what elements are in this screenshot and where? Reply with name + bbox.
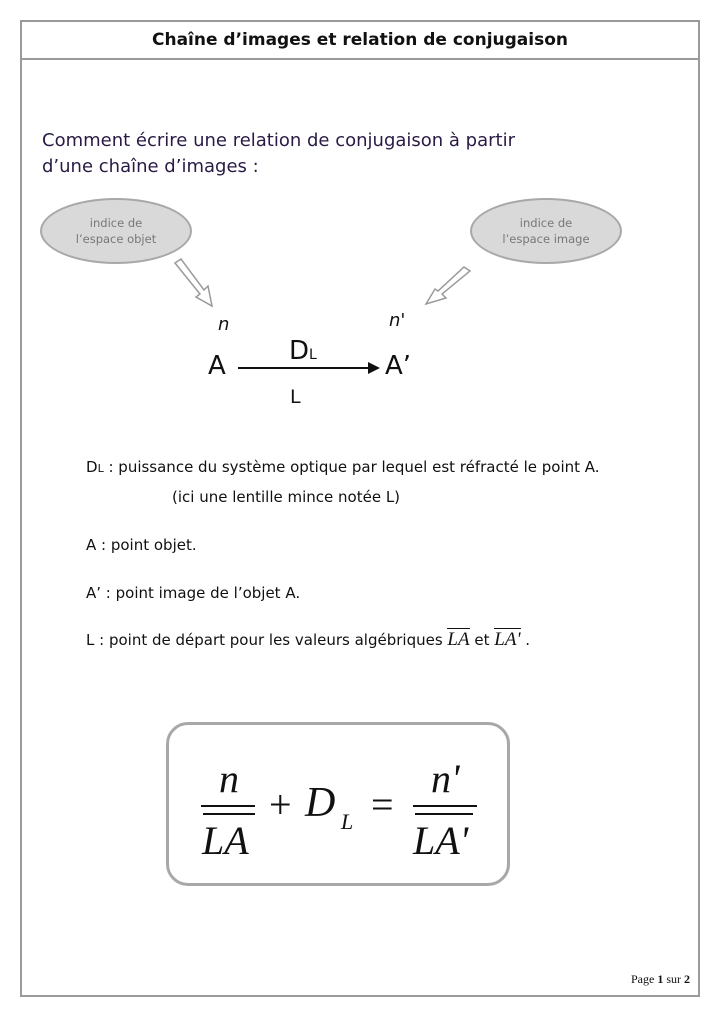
formula-plus: + [269, 782, 292, 827]
object-point-a: A [208, 351, 226, 381]
footer-prefix: Page [631, 972, 658, 986]
image-index-n-prime: n' [389, 310, 406, 331]
image-bubble-line-1: indice de [519, 216, 573, 230]
algebraic-la: LA [447, 629, 470, 650]
conjugation-arrow-head [368, 362, 380, 374]
image-point-a-prime: A’ [385, 351, 412, 381]
definition-d-subscript: L [97, 462, 104, 475]
footer-total-pages: 2 [684, 972, 690, 986]
page-number [631, 972, 690, 987]
footer-current-page: 1 [657, 972, 664, 986]
formula-n-numerator: n [219, 756, 239, 801]
formula-la-denominator: LA [202, 818, 249, 863]
page-title: Chaîne d’images et relation de conjugaison [22, 22, 698, 60]
formula-fraction-bar-left [201, 805, 255, 807]
page-frame [20, 20, 700, 997]
section-heading [42, 128, 602, 180]
power-d-subscript: L [309, 347, 317, 363]
definition-et: et [469, 631, 495, 649]
right-pointer-arrow [426, 267, 470, 304]
definition-d-symbol: D [86, 458, 98, 476]
formula-la-prime-denominator: LA' [413, 818, 469, 863]
formula-d-subscript: L [341, 809, 354, 834]
object-bubble-line-2: l’espace objet [75, 232, 157, 246]
definition-a-prime: A’ : point image de l’objet A. [86, 584, 301, 602]
object-bubble-line-1: indice de [89, 216, 143, 230]
formula-n-prime-numerator: n' [431, 756, 460, 801]
definition-a: A : point objet. [86, 536, 197, 554]
definition-d-text: : puissance du système optique par lequel est réfracté le point A. [103, 458, 600, 476]
footer-middle: sur [663, 972, 684, 986]
definition-end: . [520, 631, 531, 649]
object-space-index-bubble [40, 198, 192, 264]
formula-overline-right [415, 813, 473, 815]
definition-dl-note: (ici une lentille mince notée L) [172, 488, 401, 506]
power-dl-label [289, 336, 317, 366]
formula-d: D [305, 780, 336, 826]
heading-line-1: Comment écrire une relation de conjugaison à partir [42, 130, 516, 151]
image-bubble-line-2: l’espace image [502, 232, 590, 246]
object-index-n: n [218, 314, 230, 335]
power-d: D [289, 336, 310, 366]
conjugation-formula-box [166, 722, 510, 886]
heading-line-2: d’une chaîne d’images : [42, 156, 259, 177]
image-space-index-bubble [470, 198, 622, 264]
algebraic-la-prime: LA' [494, 629, 521, 650]
definition-l-text: L : point de départ pour les valeurs algébriques [86, 631, 448, 649]
definition-dl [86, 458, 600, 476]
formula-equals: = [371, 782, 394, 827]
lens-l-label: L [290, 386, 301, 408]
left-pointer-arrow [175, 259, 212, 306]
formula-overline-left [203, 813, 255, 815]
formula-fraction-bar-right [413, 805, 477, 807]
definition-l [86, 628, 530, 649]
